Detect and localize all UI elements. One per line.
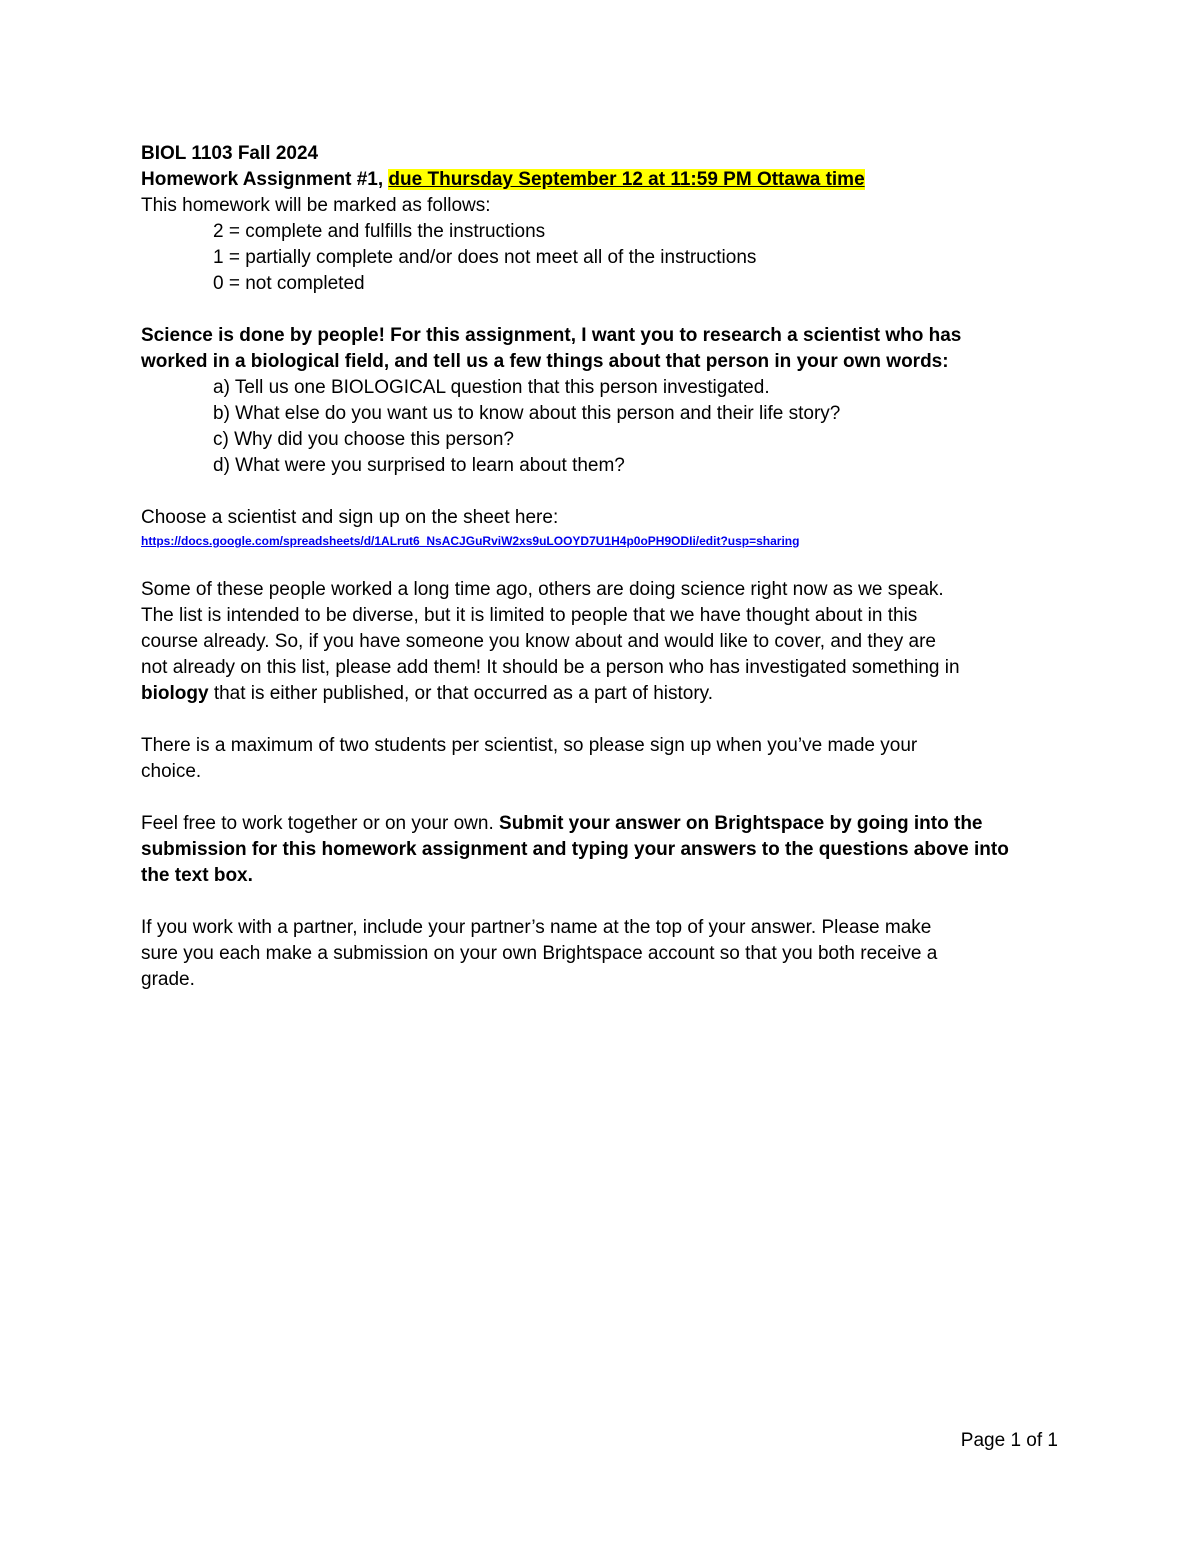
course-title: BIOL 1103 Fall 2024	[141, 143, 319, 164]
submit-intro: Feel free to work together or on your own.	[141, 813, 500, 834]
spacer	[141, 785, 1061, 811]
marking-item: 0 = not completed	[213, 273, 365, 294]
submit-line	[141, 811, 1061, 837]
task-intro-line: worked in a biological field, and tell us a few things about that person in your own words:	[141, 351, 949, 372]
partner-line: If you work with a partner, include your partner’s name at the top of your answer. Please make	[141, 917, 932, 938]
question-item: b) What else do you want us to know about this person and their life story?	[213, 403, 841, 424]
spacer	[141, 297, 1061, 323]
diversity-line: Some of these people worked a long time ago, others are doing science right now as we speak.	[141, 579, 944, 600]
spacer	[141, 707, 1061, 733]
partner-line: grade.	[141, 969, 195, 990]
maximum-line: There is a maximum of two students per scientist, so please sign up when you’ve made your	[141, 735, 918, 756]
maximum-line: choice.	[141, 761, 202, 782]
marking-item: 2 = complete and fulfills the instructions	[213, 221, 546, 242]
question-item: a) Tell us one BIOLOGICAL question that this person investigated.	[213, 377, 770, 398]
task-intro-line: Science is done by people! For this assignment, I want you to research a scientist who has	[141, 325, 962, 346]
spacer	[141, 889, 1061, 915]
question-item: c) Why did you choose this person?	[213, 429, 514, 450]
diversity-line-rest: that is either published, or that occurred as a part of history.	[208, 683, 714, 704]
diversity-line: course already. So, if you have someone you know about and would like to cover, and they are	[141, 631, 936, 652]
spacer	[141, 551, 1061, 577]
page-number: Page 1 of 1	[960, 1430, 1058, 1451]
diversity-line: not already on this list, please add them! It should be a person who has investigated something in	[141, 657, 960, 678]
question-item: d) What were you surprised to learn about them?	[213, 455, 625, 476]
diversity-line	[141, 681, 1061, 707]
document-body	[141, 141, 1061, 993]
spacer	[141, 479, 1061, 505]
assignment-label: Homework Assignment #1,	[141, 169, 389, 190]
due-date-highlight: due Thursday September 12 at 11:59 PM Ottawa time	[388, 169, 865, 190]
marking-intro: This homework will be marked as follows:	[141, 195, 491, 216]
signup-sheet-link[interactable]: https://docs.google.com/spreadsheets/d/1ALrut6_NsACJGuRviW2xs9uLOOYD7U1H4p0oPH9ODIi/edit?usp=sharing	[141, 534, 800, 548]
diversity-line: The list is intended to be diverse, but it is limited to people that we have thought about in this	[141, 605, 918, 626]
partner-line: sure you each make a submission on your own Brightspace account so that you both receive a	[141, 943, 938, 964]
submit-line: the text box.	[141, 865, 253, 886]
submit-instruction: Submit your answer on Brightspace by going into the	[499, 813, 983, 834]
assignment-heading	[141, 167, 1061, 193]
signup-text: Choose a scientist and sign up on the sheet here:	[141, 507, 559, 528]
submit-line: submission for this homework assignment and typing your answers to the questions above into	[141, 839, 1009, 860]
marking-item: 1 = partially complete and/or does not meet all of the instructions	[213, 247, 757, 268]
biology-emphasis: biology	[141, 683, 209, 704]
